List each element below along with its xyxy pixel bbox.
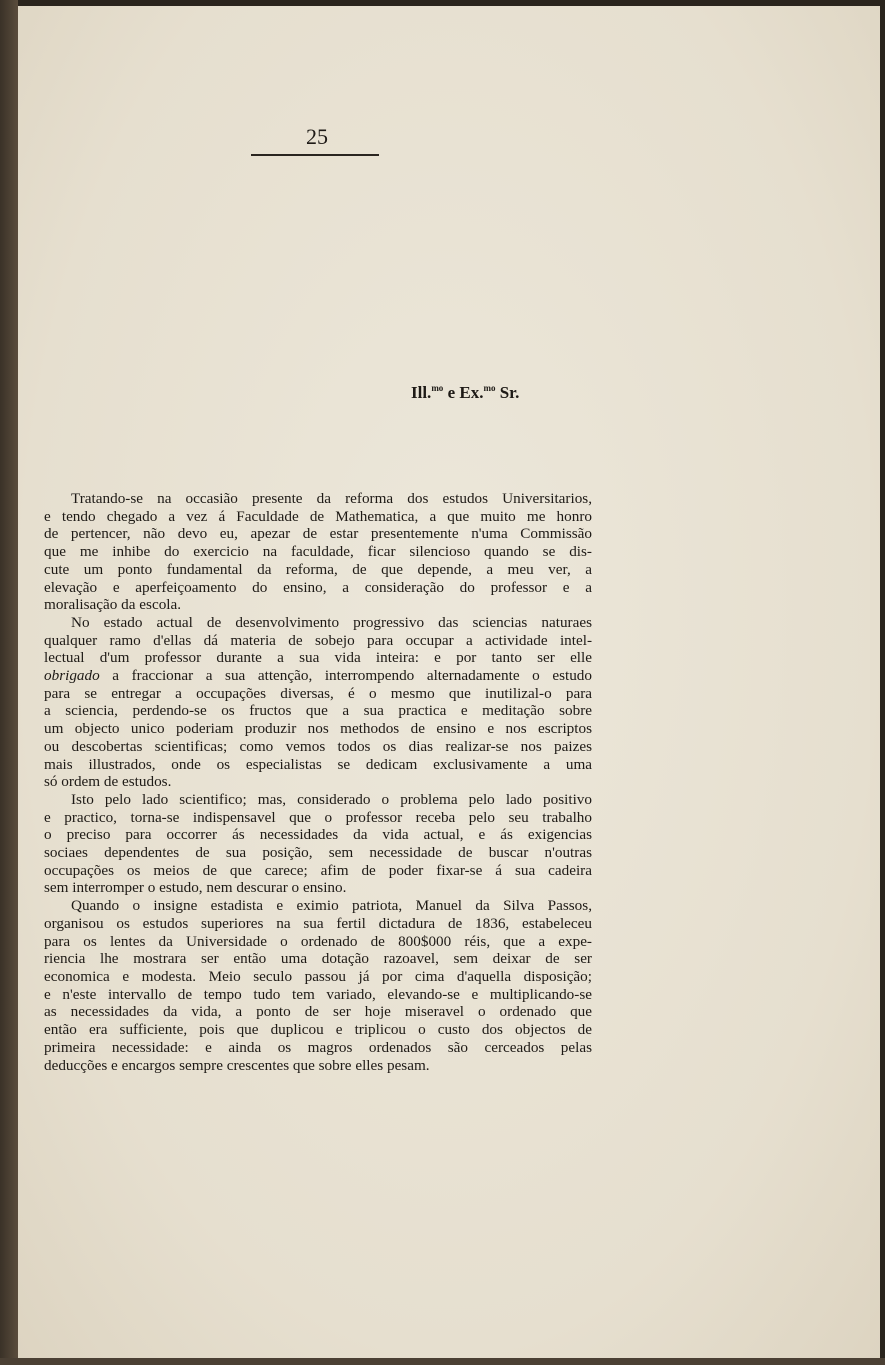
text-line: economica e modesta. Meio seculo passou já por cima d'aquella disposição; bbox=[44, 967, 592, 985]
text-line: Tratando-se na occasião presente da reforma dos estudos Universitarios, bbox=[71, 490, 592, 507]
salutation-and: e bbox=[447, 383, 456, 402]
text-line: moralisação da escola. bbox=[44, 596, 182, 614]
page-number-rule bbox=[251, 154, 379, 156]
text-line: a sciencia, perdendo-se os fructos que a sua practica e meditação sobre bbox=[44, 702, 592, 720]
text-line: lectual d'um professor durante a sua vida inteira: e por tanto ser elle bbox=[44, 649, 592, 667]
text-line: que me inhibe do exercicio na faculdade, ficar silencioso quando se dis- bbox=[44, 543, 592, 561]
text-line: ou descobertas scientificas; como vemos todos os dias realizar-se nos paizes bbox=[44, 737, 592, 755]
page-bottom-edge bbox=[0, 1358, 885, 1365]
salutation-ex: Ex. bbox=[459, 383, 484, 402]
text-line: deducções e encargos sempre crescentes que sobre elles pesam. bbox=[44, 1056, 430, 1074]
text-line bbox=[44, 667, 592, 685]
text-line: qualquer ramo d'ellas dá materia de sobejo para occupar a actividade intel- bbox=[44, 631, 592, 649]
text-line: mais illustrados, onde os especialistas se dedicam exclusivamente a uma bbox=[44, 755, 592, 773]
text-line: sociaes dependentes de sua posição, sem necessidade de buscar n'outras bbox=[44, 844, 592, 862]
text-line: riencia lhe mostrara ser então uma dotação razoavel, sem deixar de ser bbox=[44, 950, 592, 968]
text-line: um objecto unico poderiam produzir nos methodos de ensino e nos escriptos bbox=[44, 720, 592, 738]
text-line: só ordem de estudos. bbox=[44, 773, 172, 791]
salutation-ill: Ill. bbox=[411, 383, 432, 402]
line-text: a fraccionar a sua attenção, interrompendo alternadamente o estudo bbox=[99, 667, 592, 685]
text-line: elevação e aperfeiçoamento do ensino, a consideração do professor e a bbox=[44, 578, 592, 596]
book-spine-edge bbox=[0, 0, 18, 1365]
text-line: então era sufficiente, pois que duplicou e triplicou o custo dos objectos de bbox=[44, 1021, 592, 1039]
text-line: e practico, torna-se indispensavel que o professor receba pelo seu trabalho bbox=[44, 808, 592, 826]
text-line: No estado actual de desenvolvimento progressivo das sciencias naturaes bbox=[71, 613, 592, 631]
text-line: e tendo chegado a vez á Faculdade de Mathematica, a que muito me honro bbox=[44, 507, 592, 525]
salutation-ex-sup: mo bbox=[483, 383, 496, 393]
text-line: sem interromper o estudo, nem descurar o ensino. bbox=[44, 879, 347, 897]
text-line: de pertencer, não devo eu, apezar de estar presentemente n'uma Commissão bbox=[44, 525, 592, 543]
text-line: organisou os estudos superiores na sua fertil dictadura de 1836, estabeleceu bbox=[44, 914, 592, 932]
text-line: as necessidades da vida, a ponto de ser hoje miseravel o ordenado que bbox=[44, 1003, 592, 1021]
text-line: para se entregar a occupações diversas, é o mesmo que inutilizal-o para bbox=[44, 684, 592, 702]
document-page bbox=[18, 6, 880, 1358]
text-line: Quando o insigne estadista e eximio patriota, Manuel da Silva Passos, bbox=[71, 897, 592, 915]
text-line: para os lentes da Universidade o ordenado de 800$000 réis, que a expe- bbox=[44, 932, 592, 950]
text-line: cute um ponto fundamental da reforma, de que depende, a meu ver, a bbox=[44, 560, 592, 578]
italic-word: obrigado bbox=[44, 667, 100, 685]
salutation-sr: Sr. bbox=[499, 383, 520, 402]
text-line: o preciso para occorrer ás necessidades da vida actual, e ás exigencias bbox=[44, 826, 592, 844]
text-line: e n'este intervallo de tempo tudo tem variado, elevando-se e multiplicando-se bbox=[44, 985, 592, 1003]
text-line: primeira necessidade: e ainda os magros ordenados são cerceados pelas bbox=[44, 1038, 592, 1056]
salutation-ill-sup: mo bbox=[431, 383, 444, 393]
body-text bbox=[44, 490, 592, 1074]
page-number: 25 bbox=[306, 124, 328, 149]
text-line: Isto pelo lado scientifico; mas, considerado o problema pelo lado positivo bbox=[71, 790, 592, 808]
text-line: occupações os meios de que carece; afim de poder fixar-se á sua cadeira bbox=[44, 861, 592, 879]
salutation bbox=[411, 383, 519, 403]
